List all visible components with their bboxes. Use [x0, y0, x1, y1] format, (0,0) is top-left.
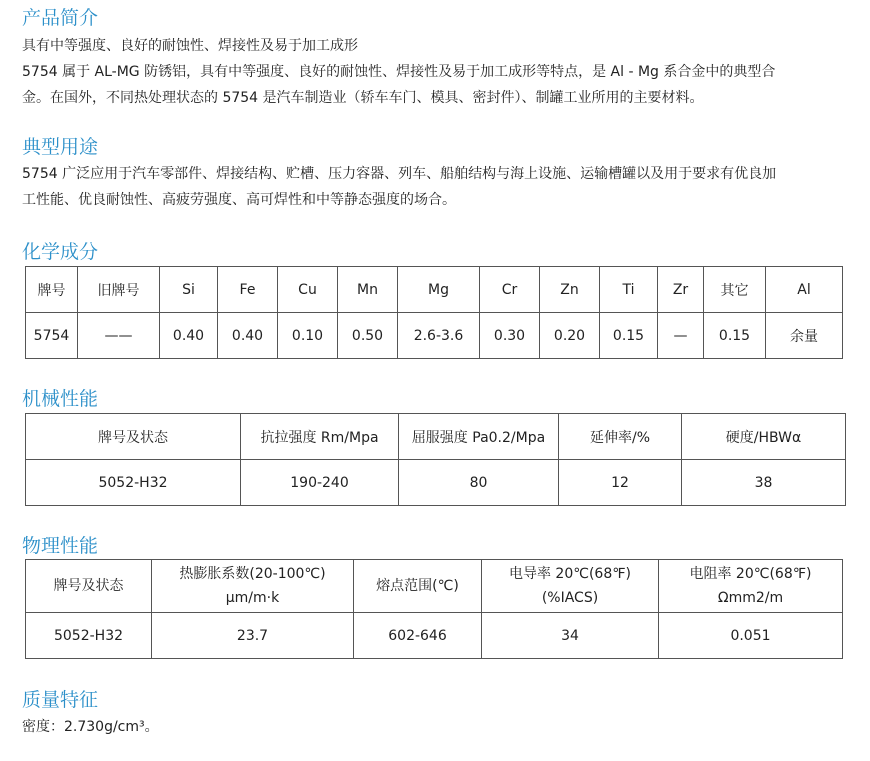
chem-header-mn: Mn	[338, 267, 398, 313]
phys-cell-resistivity: 0.051	[659, 613, 843, 659]
physical-header-row	[26, 560, 843, 613]
chem-cell-other: 0.15	[704, 313, 766, 359]
chem-header-fe: Fe	[218, 267, 278, 313]
chem-cell-cu: 0.10	[278, 313, 338, 359]
intro-paragraph-line-2: 金。在国外，不同热处理状态的 5754 是汽车制造业（轿车车门、模具、密封件）、制罐工业所用的主要材料。	[22, 90, 704, 106]
chem-cell-mg: 2.6-3.6	[398, 313, 480, 359]
chem-header-mg: Mg	[398, 267, 480, 313]
chem-cell-mn: 0.50	[338, 313, 398, 359]
phys-cell-conductivity: 34	[482, 613, 659, 659]
intro-subtitle: 具有中等强度、良好的耐蚀性、焊接性及易于加工成形	[22, 38, 358, 54]
table-row	[26, 460, 846, 506]
usage-paragraph-line-1: 5754 广泛应用于汽车零部件、焊接结构、贮槽、压力容器、列车、船舶结构与海上设施、运输槽罐以及用于要求有优良加	[22, 166, 777, 182]
chem-cell-zn: 0.20	[540, 313, 600, 359]
chemical-heading: 化学成分	[22, 241, 99, 263]
mech-cell-grade-temper: 5052-H32	[26, 460, 241, 506]
phys-cell-melting-range: 602-646	[354, 613, 482, 659]
intro-paragraph-line-1: 5754 属于 AL-MG 防锈铝，具有中等强度、良好的耐蚀性、焊接性及易于加工成形等特点，是 Al - Mg 系合金中的典型合	[22, 64, 776, 80]
chem-cell-ti: 0.15	[600, 313, 658, 359]
chem-cell-zr: —	[658, 313, 704, 359]
phys-header-grade-temper: 牌号及状态	[26, 560, 152, 613]
chem-header-cu: Cu	[278, 267, 338, 313]
chem-cell-al: 余量	[766, 313, 843, 359]
chem-header-al: Al	[766, 267, 843, 313]
chemical-header-row	[26, 267, 843, 313]
physical-heading: 物理性能	[22, 535, 99, 557]
mechanical-header-row	[26, 414, 846, 460]
mech-header-tensile: 抗拉强度 Rm/Mpa	[241, 414, 399, 460]
mechanical-heading: 机械性能	[22, 388, 99, 410]
chem-cell-cr: 0.30	[480, 313, 540, 359]
table-row	[26, 313, 843, 359]
usage-heading: 典型用途	[22, 136, 99, 158]
mech-cell-elongation: 12	[559, 460, 682, 506]
mech-cell-yield: 80	[399, 460, 559, 506]
chem-header-old-grade: 旧牌号	[78, 267, 160, 313]
chem-header-other: 其它	[704, 267, 766, 313]
mechanical-properties-table	[25, 413, 846, 506]
chemical-composition-table	[25, 266, 843, 359]
intro-heading: 产品简介	[22, 7, 99, 29]
chem-header-cr: Cr	[480, 267, 540, 313]
phys-header-melting-range: 熔点范围(℃)	[354, 560, 482, 613]
phys-header-resistivity: 电阻率 20℃(68℉) Ωmm2/m	[659, 560, 843, 613]
chem-header-grade: 牌号	[26, 267, 78, 313]
phys-header-conductivity: 电导率 20℃(68℉) (%IACS)	[482, 560, 659, 613]
chem-cell-fe: 0.40	[218, 313, 278, 359]
phys-cell-thermal-expansion: 23.7	[152, 613, 354, 659]
chem-cell-si: 0.40	[160, 313, 218, 359]
mech-header-yield: 屈服强度 Pa0.2/Mpa	[399, 414, 559, 460]
phys-header-thermal-expansion: 热膨胀系数(20-100℃) μm/m·k	[152, 560, 354, 613]
physical-properties-table	[25, 559, 843, 659]
chem-cell-old-grade: ——	[78, 313, 160, 359]
usage-paragraph-line-2: 工性能、优良耐蚀性、高疲劳强度、高可焊性和中等静态强度的场合。	[22, 192, 456, 208]
phys-cell-grade-temper: 5052-H32	[26, 613, 152, 659]
mech-cell-tensile: 190-240	[241, 460, 399, 506]
chem-header-ti: Ti	[600, 267, 658, 313]
mech-header-hardness: 硬度/HBWα	[682, 414, 846, 460]
quality-heading: 质量特征	[22, 689, 99, 711]
density-text: 密度：2.730g/cm³。	[22, 719, 159, 735]
mech-cell-hardness: 38	[682, 460, 846, 506]
mech-header-grade-temper: 牌号及状态	[26, 414, 241, 460]
mech-header-elongation: 延伸率/%	[559, 414, 682, 460]
table-row	[26, 613, 843, 659]
chem-cell-grade: 5754	[26, 313, 78, 359]
chem-header-zn: Zn	[540, 267, 600, 313]
chem-header-si: Si	[160, 267, 218, 313]
chem-header-zr: Zr	[658, 267, 704, 313]
